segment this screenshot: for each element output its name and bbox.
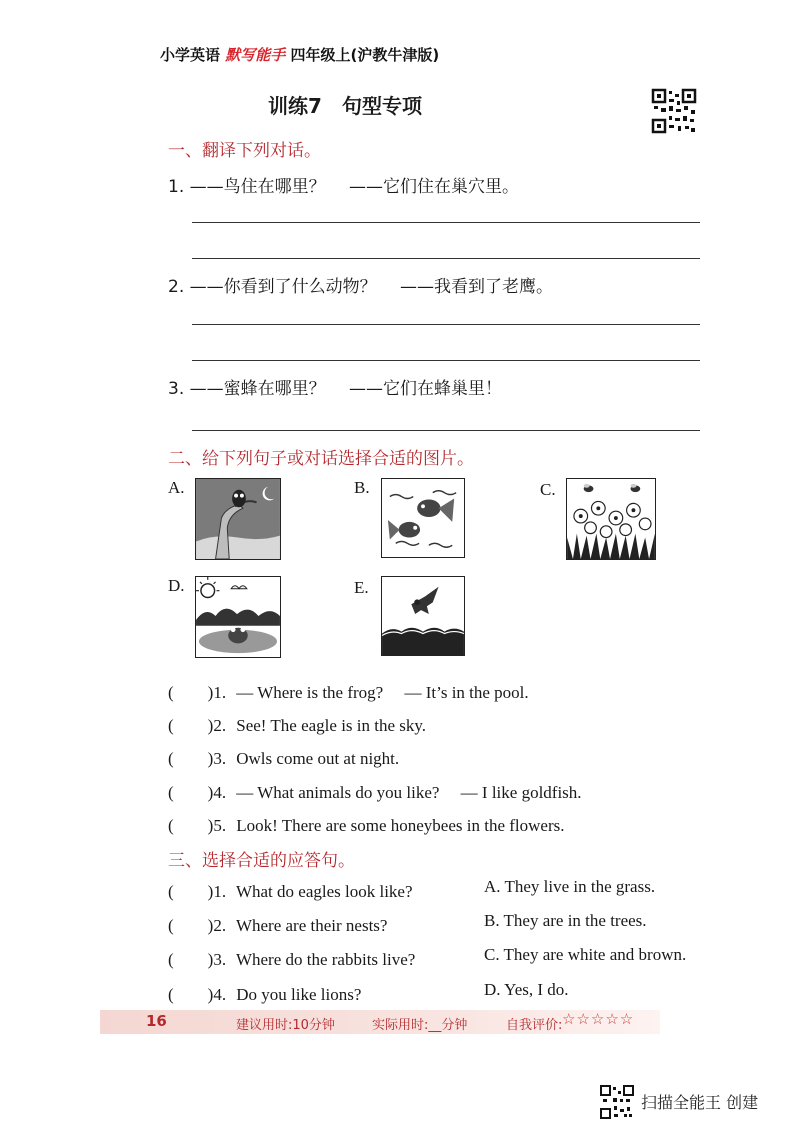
translate-question-2: [168, 272, 553, 297]
answer-line[interactable]: [192, 430, 700, 431]
answer-blank[interactable]: ( )2.: [168, 716, 227, 735]
question-text: ——鸟住在哪里？: [189, 177, 326, 197]
translate-question-1: [168, 172, 519, 197]
answer-blank[interactable]: ( )3.: [168, 749, 227, 768]
match-item-5: [168, 811, 565, 836]
question-text: ——你看到了什么动物？: [189, 277, 377, 297]
qr-code-icon[interactable]: [651, 88, 697, 134]
question-text: Where do the rabbits live?: [235, 950, 416, 969]
self-evaluation-label: 自我评价:: [506, 1018, 563, 1033]
item-text: — What animals do you like? — I like goldfish.: [236, 783, 582, 802]
question-text: Do you like lions?: [236, 985, 362, 1004]
response-item-2: [168, 911, 647, 936]
item-text: See! The eagle is in the sky.: [236, 716, 427, 735]
question-text: Where are their nests?: [235, 916, 388, 935]
scanner-watermark: 扫描全能王 创建: [641, 1093, 759, 1112]
answer-blank[interactable]: ( )3.: [168, 950, 227, 969]
frog-picture: [195, 576, 281, 658]
page-number: 16: [146, 1012, 167, 1030]
rating-stars[interactable]: ☆☆☆☆☆: [562, 1010, 635, 1028]
match-item-4: [168, 778, 582, 803]
answer-blank[interactable]: ( )1.: [168, 882, 227, 901]
question-number: 3.: [168, 379, 185, 399]
owl-picture: [195, 478, 281, 560]
answer-line[interactable]: [192, 222, 700, 223]
option-text: D. Yes, I do.: [484, 980, 569, 999]
match-item-3: [168, 744, 399, 769]
question-number: 2.: [168, 277, 185, 297]
scanner-qr-icon: [600, 1085, 634, 1119]
section-1-heading: 一、翻译下列对话。: [168, 141, 321, 161]
answer-blank[interactable]: ( )1.: [168, 683, 227, 702]
header-suffix: 四年级上(沪教牛津版): [290, 46, 440, 64]
question-text: ——蜜蜂在哪里？: [189, 379, 326, 399]
picture-label-c: C.: [540, 480, 556, 499]
section-3-heading: 三、选择合适的应答句。: [168, 851, 355, 871]
response-item-3: [168, 945, 687, 970]
match-item-1: [168, 678, 529, 703]
answer-blank[interactable]: ( )2.: [168, 916, 227, 935]
book-header: [160, 44, 439, 65]
suggested-time: 建议用时:10分钟: [236, 1018, 335, 1033]
answer-text: ——它们住在巢穴里。: [349, 177, 520, 197]
answer-blank[interactable]: ( )4.: [168, 985, 227, 1004]
answer-line[interactable]: [192, 324, 700, 325]
item-text: Look! There are some honeybees in the flowers.: [236, 816, 565, 835]
picture-label-b: B.: [354, 478, 370, 497]
answer-line[interactable]: [192, 258, 700, 259]
picture-label-a: A.: [168, 478, 185, 497]
header-prefix: 小学英语: [160, 46, 221, 64]
bees-picture: [566, 478, 656, 560]
match-item-2: [168, 711, 426, 736]
option-text: C. They are white and brown.: [484, 945, 687, 964]
answer-blank[interactable]: ( )5.: [168, 816, 227, 835]
picture-label-d: D.: [168, 576, 185, 595]
picture-label-e: E.: [354, 578, 369, 597]
translate-question-3: [168, 374, 502, 399]
question-text: What do eagles look like?: [235, 882, 413, 901]
response-item-4: [168, 980, 569, 1005]
option-text: B. They are in the trees.: [484, 911, 647, 930]
answer-text: ——它们在蜂巢里！: [349, 379, 503, 399]
item-text: — Where is the frog? — It’s in the pool.: [236, 683, 529, 702]
actual-time: 实际用时:__分钟: [372, 1018, 468, 1033]
option-text: A. They live in the grass.: [484, 877, 656, 896]
question-number: 1.: [168, 177, 185, 197]
answer-blank[interactable]: ( )4.: [168, 783, 227, 802]
section-2-heading: 二、给下列句子或对话选择合适的图片。: [168, 449, 474, 469]
answer-line[interactable]: [192, 360, 700, 361]
header-brand: 默写能手: [225, 46, 286, 64]
page-title: 训练7 句型专项: [268, 94, 422, 118]
eagle-picture: [381, 576, 465, 656]
answer-text: ——我看到了老鹰。: [400, 277, 554, 297]
item-text: Owls come out at night.: [236, 749, 400, 768]
response-item-1: [168, 877, 656, 902]
goldfish-picture: [381, 478, 465, 558]
